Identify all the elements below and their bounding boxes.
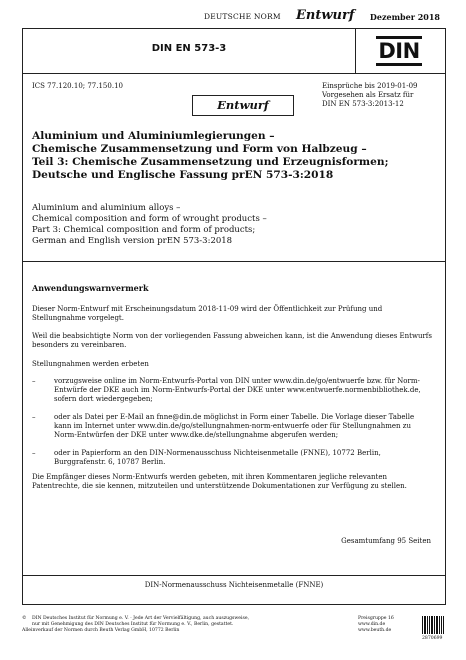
price-info <box>358 616 418 634</box>
header-divider <box>355 29 356 73</box>
title-english <box>32 203 432 247</box>
title-de-line: Teil 3: Chemische Zusammensetzung und Erzeugnisformen; <box>32 156 389 168</box>
beuth-website: www.beuth.de <box>358 628 392 633</box>
ics-codes: ICS 77.120.10; 77.150.10 <box>32 82 123 90</box>
title-de-line: Chemische Zusammensetzung und Form von Halbzeug – <box>32 143 367 155</box>
paragraph-application: Weil die beabsichtigte Norm von der vorliegenden Fassung abweichen kann, ist die Anwendung dieses Entwurfs besonders zu vereinbaren. <box>32 332 432 349</box>
din-website: www.din.de <box>358 622 386 627</box>
logo-bottom-bar <box>376 63 422 66</box>
copyright-line: nur mit Genehmigung des DIN Deutsches Institut für Normung e. V., Berlin, gestattet. <box>32 622 234 627</box>
din-logo <box>376 36 422 66</box>
objection-deadline: Einsprüche bis 2019-01-09 <box>322 82 418 90</box>
price-group: Preisgruppe 16 <box>358 616 394 621</box>
draft-box: Entwurf <box>192 95 294 116</box>
committee-divider <box>23 575 445 576</box>
cover-frame <box>22 28 446 605</box>
copyright-notice <box>22 616 322 634</box>
replaced-standard: DIN EN 573-3:2013-12 <box>322 100 404 108</box>
title-en-line: German and English version prEN 573-3:2018 <box>32 236 233 246</box>
title-de-line: Aluminium und Aluminiumlegierungen – <box>32 130 275 142</box>
document-header <box>23 29 445 74</box>
total-pages: Gesamtumfang 95 Seiten <box>341 537 431 545</box>
objection-info <box>322 82 417 109</box>
paragraph-comments-requested: Stellungnahmen werden erbeten <box>32 360 149 368</box>
logo-text: DIN <box>378 39 420 63</box>
list-dash: – <box>32 449 36 457</box>
warning-heading: Anwendungswarnvermerk <box>32 283 149 293</box>
list-dash: – <box>32 413 36 421</box>
copyright-line: Alleinverkauf der Normen durch Beuth Verlag GmbH, 10772 Berlin <box>22 628 180 633</box>
document-code: 2870699 <box>422 636 443 641</box>
title-en-line: Aluminium and aluminium alloys – <box>32 203 181 213</box>
paragraph-patents: Die Empfänger dieses Norm-Entwurfs werden gebeten, mit ihren Kommentaren jegliche relevanten Patentrechte, die sie kennen, mitzuteilen und unterstützende Dokumentationen zur Verfügung zu stellen. <box>32 473 407 490</box>
title-de-line: Deutsche und Englische Fassung prEN 573-3:2018 <box>32 169 334 181</box>
title-en-line: Part 3: Chemical composition and form of products; <box>32 225 256 235</box>
list-item-text: oder in Papierform an den DIN-Normenausschuss Nichteisenmetalle (FNNE), 10772 Berlin, Burggrafenstr. 6, 10787 Berlin. <box>54 449 381 466</box>
title-german <box>32 130 432 182</box>
section-divider <box>23 261 445 262</box>
list-item-text: oder als Datei per E-Mail an fnne@din.de möglichst in Form einer Tabelle. Die Vorlage dieser Tabelle kann im Internet unter www.din.de/go/stellungnahmen-norm-entwuerfe oder für Stellungnahmen zu Norm-Entwürfen der DKE unter www.dke.de/stellungnahme abgerufen werden; <box>54 413 415 439</box>
status-label: Entwurf <box>296 8 355 23</box>
barcode <box>422 616 444 634</box>
paragraph-publication: Dieser Norm-Entwurf mit Erscheinungsdatum 2018-11-09 wird der Öffentlichkeit zur Prüfung und Stellungnahme vorgelegt. <box>32 305 383 322</box>
copyright-symbol: © <box>22 616 27 621</box>
top-bar <box>0 10 466 28</box>
list-item-text: vorzugsweise online im Norm-Entwurfs-Portal von DIN unter www.din.de/go/entwuerfe bzw. für Norm-Entwürfe der DKE auch im Norm-Entwurfs-Portal der DKE unter www.entwuerfe.normenbibliothek.de, sofern dort wiedergegeben; <box>54 377 421 403</box>
title-en-line: Chemical composition and form of wrought products – <box>32 214 267 224</box>
issue-date: Dezember 2018 <box>369 12 440 22</box>
copyright-line: DIN Deutsches Institut für Normung e. V. · Jede Art der Vervielfältigung, auch auszugsweise, <box>32 616 250 621</box>
committee-name: DIN-Normenausschuss Nichteisenmetalle (FNNE) <box>144 581 324 589</box>
document-number: DIN EN 573-3 <box>151 43 227 54</box>
replacement-note: Vorgesehen als Ersatz für <box>322 91 414 99</box>
list-dash: – <box>32 377 36 385</box>
norm-type-label: DEUTSCHE NORM <box>204 12 281 21</box>
